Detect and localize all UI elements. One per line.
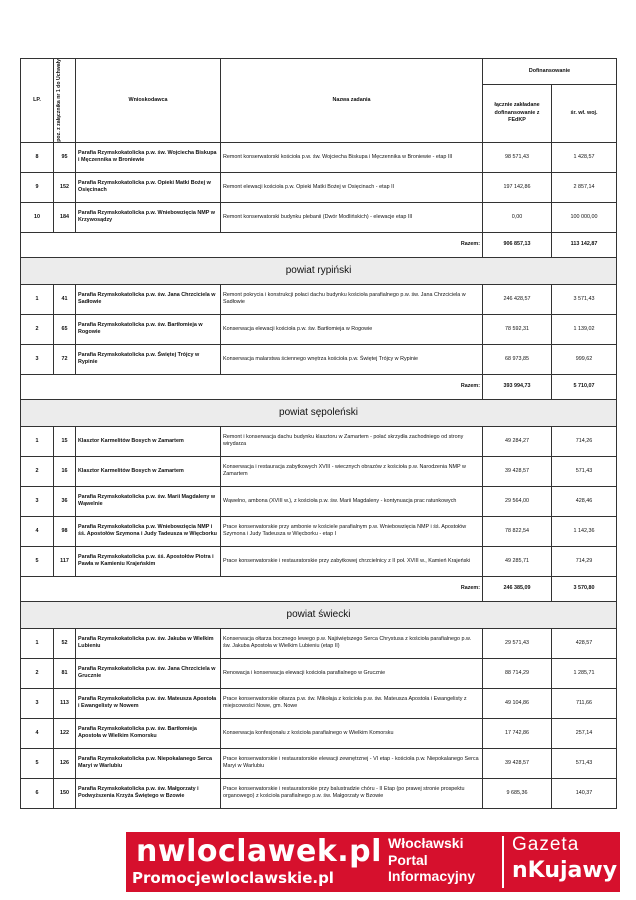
cell-fedkp: 78 822,54 <box>483 516 552 546</box>
total-fedkp: 906 857,13 <box>483 232 552 257</box>
cell-fedkp: 9 685,36 <box>483 778 552 808</box>
section-title: powiat rypiński <box>21 257 617 284</box>
cell-wnioskodawca: Parafia Rzymskokatolicka p.w. św. Jakuba w Wielkim Lubieniu <box>76 628 221 658</box>
table-row <box>21 426 617 456</box>
total-fedkp: 393 994,73 <box>483 374 552 399</box>
cell-srwl: 428,57 <box>552 628 617 658</box>
cell-fedkp: 49 284,27 <box>483 426 552 456</box>
cell-poz: 95 <box>54 142 76 172</box>
cell-srwl: 714,26 <box>552 426 617 456</box>
cell-fedkp: 39 428,57 <box>483 748 552 778</box>
cell-lp: 4 <box>21 718 54 748</box>
footer-portal-line2: Portal <box>388 851 428 868</box>
cell-poz: 81 <box>54 658 76 688</box>
header-wnioskodawca: Wnioskodawca <box>76 59 221 143</box>
cell-nazwa: Prace konserwatorskie ołtarza p.w. św. Mikołaja z kościoła p.w. św. Mateusza Apostoła i Ewangelisty z miejscowości Nowe, gm. Nowe <box>221 688 483 718</box>
cell-wnioskodawca: Parafia Rzymskokatolicka p.w. św. Mateusza Apostoła i Ewangelisty w Nowem <box>76 688 221 718</box>
cell-wnioskodawca: Parafia Rzymskokatolicka p.w. św. Małgorzaty i Podwyższenia Krzyża Świętego w Bzowie <box>76 778 221 808</box>
footer-portal-line3: Informacyjny <box>388 868 476 885</box>
table-row <box>21 456 617 486</box>
cell-fedkp: 246 428,57 <box>483 284 552 314</box>
cell-srwl: 2 857,14 <box>552 172 617 202</box>
cell-lp: 4 <box>21 516 54 546</box>
cell-wnioskodawca: Parafia Rzymskokatolicka p.w. śś. Apostołów Piotra i Pawła w Kamieniu Krajeńskim <box>76 546 221 576</box>
footer-promo-link[interactable]: Promocjewloclawskie.pl <box>132 869 334 887</box>
footer-gazeta-block[interactable] <box>512 834 617 883</box>
cell-wnioskodawca: Parafia Rzymskokatolicka p.w. św. Marii Magdaleny w Wąwelnie <box>76 486 221 516</box>
cell-srwl: 1 142,36 <box>552 516 617 546</box>
cell-poz: 122 <box>54 718 76 748</box>
cell-lp: 3 <box>21 688 54 718</box>
cell-poz: 152 <box>54 172 76 202</box>
cell-poz: 184 <box>54 202 76 232</box>
cell-poz: 117 <box>54 546 76 576</box>
header-lp: LP. <box>21 59 54 143</box>
cell-srwl: 1 139,02 <box>552 314 617 344</box>
cell-srwl: 1 428,57 <box>552 142 617 172</box>
footer-banner <box>126 832 620 892</box>
cell-nazwa: Remont i konserwacja dachu budynku klasztoru w Zamartem - połać skrzydła zachodniego od strony wirydarza <box>221 426 483 456</box>
header-dofinansowanie: Dofinansowanie <box>483 59 617 85</box>
cell-fedkp: 197 142,86 <box>483 172 552 202</box>
table-row <box>21 628 617 658</box>
table-row <box>21 202 617 232</box>
cell-poz: 36 <box>54 486 76 516</box>
cell-srwl: 714,29 <box>552 546 617 576</box>
cell-nazwa: Konserwacja elewacji kościoła p.w. św. Bartłomieja w Rogowie <box>221 314 483 344</box>
cell-poz: 65 <box>54 314 76 344</box>
table-row <box>21 516 617 546</box>
cell-lp: 5 <box>21 748 54 778</box>
total-row <box>21 232 617 257</box>
total-label: Razem: <box>21 232 483 257</box>
header-poz-text: poz. z załącznika nr 1 do Uchwały <box>56 59 62 142</box>
table-row <box>21 486 617 516</box>
header-nazwa: Nazwa zadania <box>221 59 483 143</box>
total-srwl: 3 570,80 <box>552 576 617 601</box>
total-fedkp: 246 385,09 <box>483 576 552 601</box>
cell-lp: 1 <box>21 628 54 658</box>
cell-lp: 6 <box>21 778 54 808</box>
table-row <box>21 142 617 172</box>
table-row <box>21 778 617 808</box>
cell-srwl: 257,14 <box>552 718 617 748</box>
footer-site-block[interactable] <box>126 832 382 892</box>
cell-fedkp: 17 742,86 <box>483 718 552 748</box>
header-lacznie: łącznie zakładane dofinansowanie z FEdKP <box>483 84 552 142</box>
total-srwl: 5 710,07 <box>552 374 617 399</box>
cell-poz: 16 <box>54 456 76 486</box>
cell-wnioskodawca: Parafia Rzymskokatolicka p.w. św. Jana Chrzciciela w Sadłowie <box>76 284 221 314</box>
cell-fedkp: 49 285,71 <box>483 546 552 576</box>
footer-portal-block <box>388 835 500 885</box>
total-row <box>21 374 617 399</box>
cell-wnioskodawca: Parafia Rzymskokatolicka p.w. Świętej Trójcy w Rypinie <box>76 344 221 374</box>
cell-srwl: 3 571,43 <box>552 284 617 314</box>
cell-nazwa: Konserwacja malarstwa ściennego wnętrza kościoła p.w. Świętej Trójcy w Rypinie <box>221 344 483 374</box>
cell-poz: 98 <box>54 516 76 546</box>
cell-srwl: 571,43 <box>552 748 617 778</box>
cell-fedkp: 78 592,31 <box>483 314 552 344</box>
cell-nazwa: Prace konserwatorskie i restauratorskie elewacji zewnętrznej - VI etap - kościoła p.w. Niepokalanego Serca Maryi w Warlubiu <box>221 748 483 778</box>
cell-fedkp: 98 571,43 <box>483 142 552 172</box>
cell-poz: 126 <box>54 748 76 778</box>
total-label: Razem: <box>21 576 483 601</box>
cell-nazwa: Konserwacja konfesjonału z kościoła parafialnego w Wielkim Komorsku <box>221 718 483 748</box>
cell-nazwa: Konserwacja ołtarza bocznego lewego p.w. Najświętszego Serca Chrystusa z kościoła parafialnego p.w. św. Jakuba Apostoła w Wielkim Lubieniu (etap II) <box>221 628 483 658</box>
cell-srwl: 1 285,71 <box>552 658 617 688</box>
total-row <box>21 576 617 601</box>
cell-srwl: 999,62 <box>552 344 617 374</box>
table-row <box>21 718 617 748</box>
header-srwl: śr. wł. woj. <box>552 84 617 142</box>
funding-table <box>20 58 617 809</box>
cell-nazwa: Remont konserwatorski budynku plebanii (Dwór Modlińskich) - elewacje etap III <box>221 202 483 232</box>
cell-nazwa: Remont konserwatorski kościoła p.w. św. Wojciecha Biskupa i Męczennika w Broniewie - etap III <box>221 142 483 172</box>
cell-poz: 72 <box>54 344 76 374</box>
cell-wnioskodawca: Parafia Rzymskokatolicka p.w. św. Bartłomieja Apostoła w Wielkim Komorsku <box>76 718 221 748</box>
cell-poz: 113 <box>54 688 76 718</box>
cell-lp: 3 <box>21 344 54 374</box>
cell-wnioskodawca: Klasztor Karmelitów Bosych w Zamartem <box>76 426 221 456</box>
cell-fedkp: 0,00 <box>483 202 552 232</box>
cell-wnioskodawca: Parafia Rzymskokatolicka p.w. Opieki Matki Bożej w Osięcinach <box>76 172 221 202</box>
cell-fedkp: 88 714,29 <box>483 658 552 688</box>
cell-fedkp: 39 428,57 <box>483 456 552 486</box>
table-row <box>21 344 617 374</box>
cell-wnioskodawca: Parafia Rzymskokatolicka p.w. Wniebowzięcia NMP i śś. Apostołów Szymona i Judy Tadeusza w Więcborku <box>76 516 221 546</box>
section-header-row <box>21 399 617 426</box>
total-label: Razem: <box>21 374 483 399</box>
cell-lp: 10 <box>21 202 54 232</box>
cell-srwl: 140,37 <box>552 778 617 808</box>
cell-nazwa: Konserwacja i restauracja zabytkowych XVIII - wiecznych obrazów z kościoła p.w. Narodzenia NMP w Zamartem <box>221 456 483 486</box>
footer-site-logo[interactable]: nwloclawek.pl <box>136 834 382 869</box>
cell-fedkp: 68 973,85 <box>483 344 552 374</box>
cell-srwl: 100 000,00 <box>552 202 617 232</box>
table-row <box>21 284 617 314</box>
cell-lp: 5 <box>21 546 54 576</box>
cell-srwl: 711,66 <box>552 688 617 718</box>
table-row <box>21 314 617 344</box>
cell-lp: 1 <box>21 426 54 456</box>
cell-poz: 150 <box>54 778 76 808</box>
cell-nazwa: Wąwelno, ambona (XVIII w.), z kościoła p.w. św. Marii Magdaleny - kontynuacja prac ratunkowych <box>221 486 483 516</box>
cell-nazwa: Remont elewacji kościoła p.w. Opieki Matki Bożej w Osięcinach - etap II <box>221 172 483 202</box>
cell-lp: 9 <box>21 172 54 202</box>
table-row <box>21 172 617 202</box>
section-header-row <box>21 601 617 628</box>
cell-fedkp: 49 104,86 <box>483 688 552 718</box>
section-title: powiat świecki <box>21 601 617 628</box>
table-row <box>21 688 617 718</box>
footer-divider <box>502 836 504 888</box>
cell-lp: 2 <box>21 314 54 344</box>
cell-wnioskodawca: Parafia Rzymskokatolicka p.w. św. Bartłomieja w Rogowie <box>76 314 221 344</box>
table-row <box>21 546 617 576</box>
cell-poz: 52 <box>54 628 76 658</box>
cell-wnioskodawca: Parafia Rzymskokatolicka p.w. Niepokalanego Serca Maryi w Warlubiu <box>76 748 221 778</box>
cell-nazwa: Prace konserwatorskie i restauratorskie przy balustradzie chóru - II Etap (po prawej stronie prospektu organowego) z kościoła parafialnego p.w. św. Małgorzaty w Bzowie <box>221 778 483 808</box>
cell-lp: 8 <box>21 142 54 172</box>
cell-lp: 2 <box>21 658 54 688</box>
cell-lp: 2 <box>21 456 54 486</box>
cell-lp: 3 <box>21 486 54 516</box>
cell-nazwa: Remont pokrycia i konstrukcji połaci dachu budynku kościoła parafialnego p.w. św. Jana Chrzciciela w Sadłowie <box>221 284 483 314</box>
table-row <box>21 748 617 778</box>
cell-poz: 41 <box>54 284 76 314</box>
section-header-row <box>21 257 617 284</box>
footer-gazeta-line2: nKujawy <box>512 858 618 883</box>
cell-fedkp: 29 571,43 <box>483 628 552 658</box>
cell-poz: 15 <box>54 426 76 456</box>
cell-srwl: 428,46 <box>552 486 617 516</box>
section-title: powiat sępoleński <box>21 399 617 426</box>
footer-gazeta-line1: Gazeta <box>512 834 580 855</box>
header-poz <box>54 59 76 143</box>
cell-nazwa: Renowacja i konserwacja elewacji kościoła parafialnego w Grucznie <box>221 658 483 688</box>
cell-nazwa: Prace konserwatorskie przy ambonie w kościele parafialnym p.w. Wniebowzięcia NMP i śś. Apostołów Szymona i Judy Tadeusza w Więcborku - etap I <box>221 516 483 546</box>
cell-wnioskodawca: Parafia Rzymskokatolicka p.w. św. Jana Chrzciciela w Grucznie <box>76 658 221 688</box>
cell-wnioskodawca: Parafia Rzymskokatolicka p.w. św. Wojciecha Biskupa i Męczennika w Broniewie <box>76 142 221 172</box>
footer-portal-line1: Włocławski <box>388 835 464 851</box>
cell-nazwa: Prace konserwatorskie i restauratorskie przy zabytkowej chrzcielnicy z II poł. XVIII w., Kamień Krajeński <box>221 546 483 576</box>
cell-srwl: 571,43 <box>552 456 617 486</box>
table-body <box>21 142 617 808</box>
cell-wnioskodawca: Klasztor Karmelitów Bosych w Zamartem <box>76 456 221 486</box>
cell-fedkp: 29 564,00 <box>483 486 552 516</box>
cell-lp: 1 <box>21 284 54 314</box>
total-srwl: 113 142,87 <box>552 232 617 257</box>
table-row <box>21 658 617 688</box>
cell-wnioskodawca: Parafia Rzymskokatolicka p.w. Wniebowzięcia NMP w Krzywosądzy <box>76 202 221 232</box>
